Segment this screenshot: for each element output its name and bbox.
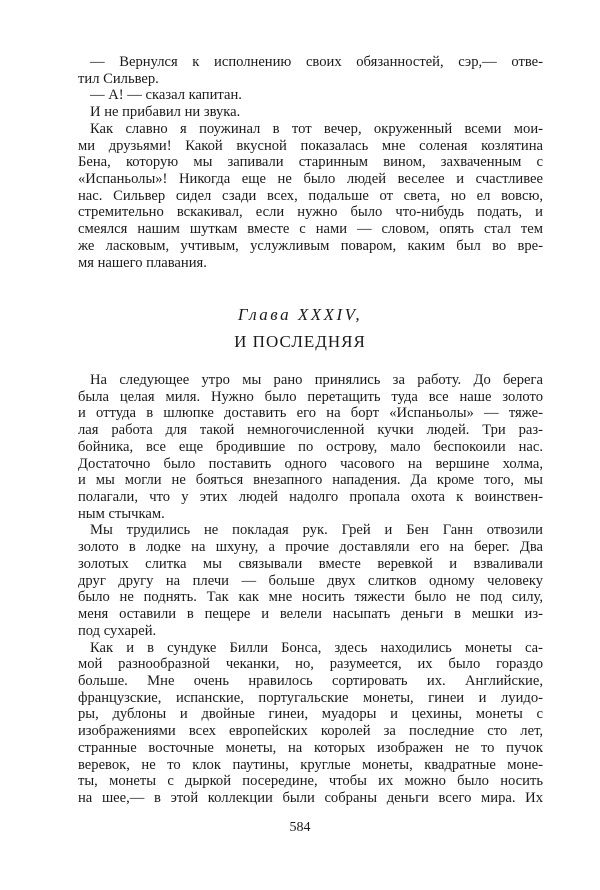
text-line: бойника, все еще бродившие по острову, мало беспокоили нас. [78,438,543,455]
text-line: Как славно я поужинал в тот вечер, окруженный всеми мои- [90,120,543,137]
text-line: нас. Сильвер сидел сзади всех, подальше от света, но ел вовсю, [78,187,543,204]
text-line: Достаточно было поставить одного часового на вершине холма, [78,455,543,472]
text-line: под сухарей. [78,622,157,639]
text-line: Бена, которую мы запивали старинным вином, захваченным с [78,154,543,171]
text-line: — Вернулся к исполнению своих обязанностей, сэр,— отве- [90,54,543,70]
text-line: мой разнообразной чеканки, но, разумеется, их было гораздо [78,656,543,673]
text-line: и оттуда в шлюпке доставить его на борт «Испаньолы» — тяже- [78,405,543,422]
paragraph [78,104,543,121]
text-line: И не прибавил ни звука. [90,104,241,121]
text-line: веревок, не то клок паутины, круглые монеты, квадратные моне- [78,756,543,773]
text-line: французские, испанские, португальские монеты, гинеи и луидо- [78,689,543,706]
text-line: была целая миля. Нужно было перетащить туда все наше золото [78,388,543,405]
text-line: ты, монеты с дыркой посередине, чтобы их можно было носить [78,773,543,790]
text-line: и мы могли не бояться внезапного нападения. Да кроме того, мы [78,472,543,489]
text-line: друг другу на плечи — больше двух слитков одному человеку [78,572,543,589]
chapter-number: Глава XXXIV, [237,305,363,324]
text-line: тил Сильвер. [78,70,159,87]
page-number: 584 [289,820,311,835]
text-line: больше. Мне очень нравилось сортировать их. Английские, [78,672,543,689]
text-line: — А! — сказал капитан. [90,87,242,104]
text-line: полагали, что у этих людей надолго пропала охота к воинствен- [78,489,543,506]
text-line: На следующее утро мы рано принялись за работу. До берега [90,372,543,388]
text-line: золотых слитка мы связывали вместе веревкой и взваливали [78,555,543,572]
text-block-chapter-body [78,372,543,807]
text-line: странные восточные монеты, на которых изображен не то пучок [78,739,543,756]
text-line: стремительно вскакивал, если нужно было что-нибудь подать, и [78,204,543,221]
text-line: «Испаньолы»! Никогда еще не было людей веселее и счастливее [78,171,543,188]
text-line: ры, дублоны и двойные гинеи, муадоры и цехины, монеты с [78,706,543,723]
text-line: было не поднять. Так как мне носить тяжести было не под силу, [78,589,543,606]
paragraph [78,640,543,807]
paragraph [78,522,543,639]
text-line: смеялся нашим шуткам вместе с нами — словом, опять стал тем [78,221,543,238]
text-block-before-chapter [78,54,543,271]
text-line: ми друзьями! Какой вкусной показалась мне соленая козлятина [78,137,543,154]
paragraph [78,87,543,104]
text-line: на шее,— в этой коллекции были собраны деньги всего мира. Их [78,789,543,806]
text-line: меня оставили в пещере и велели насыпать деньги в мешки из- [78,606,543,623]
paragraph [78,372,543,522]
text-line: же ласковым, учтивым, услужливым поваром, каким был во вре- [78,237,543,254]
paragraph [78,54,543,87]
text-line: мя нашего плавания. [78,254,207,271]
text-line: изображениями всех европейских королей за последние сто лет, [78,723,543,740]
text-line: Мы трудились не покладая рук. Грей и Бен Ганн отвозили [90,522,543,539]
text-line: Как и в сундуке Билли Бонса, здесь находились монеты са- [90,639,543,656]
chapter-title: И ПОСЛЕДНЯЯ [234,332,366,351]
text-line: лая работа для такой немногочисленной кучки людей. Три раз- [78,422,543,439]
text-line: ным стычкам. [78,505,165,522]
text-line: золото в лодке на шхуну, а прочие доставляли его на берег. Два [78,539,543,556]
paragraph [78,121,543,271]
